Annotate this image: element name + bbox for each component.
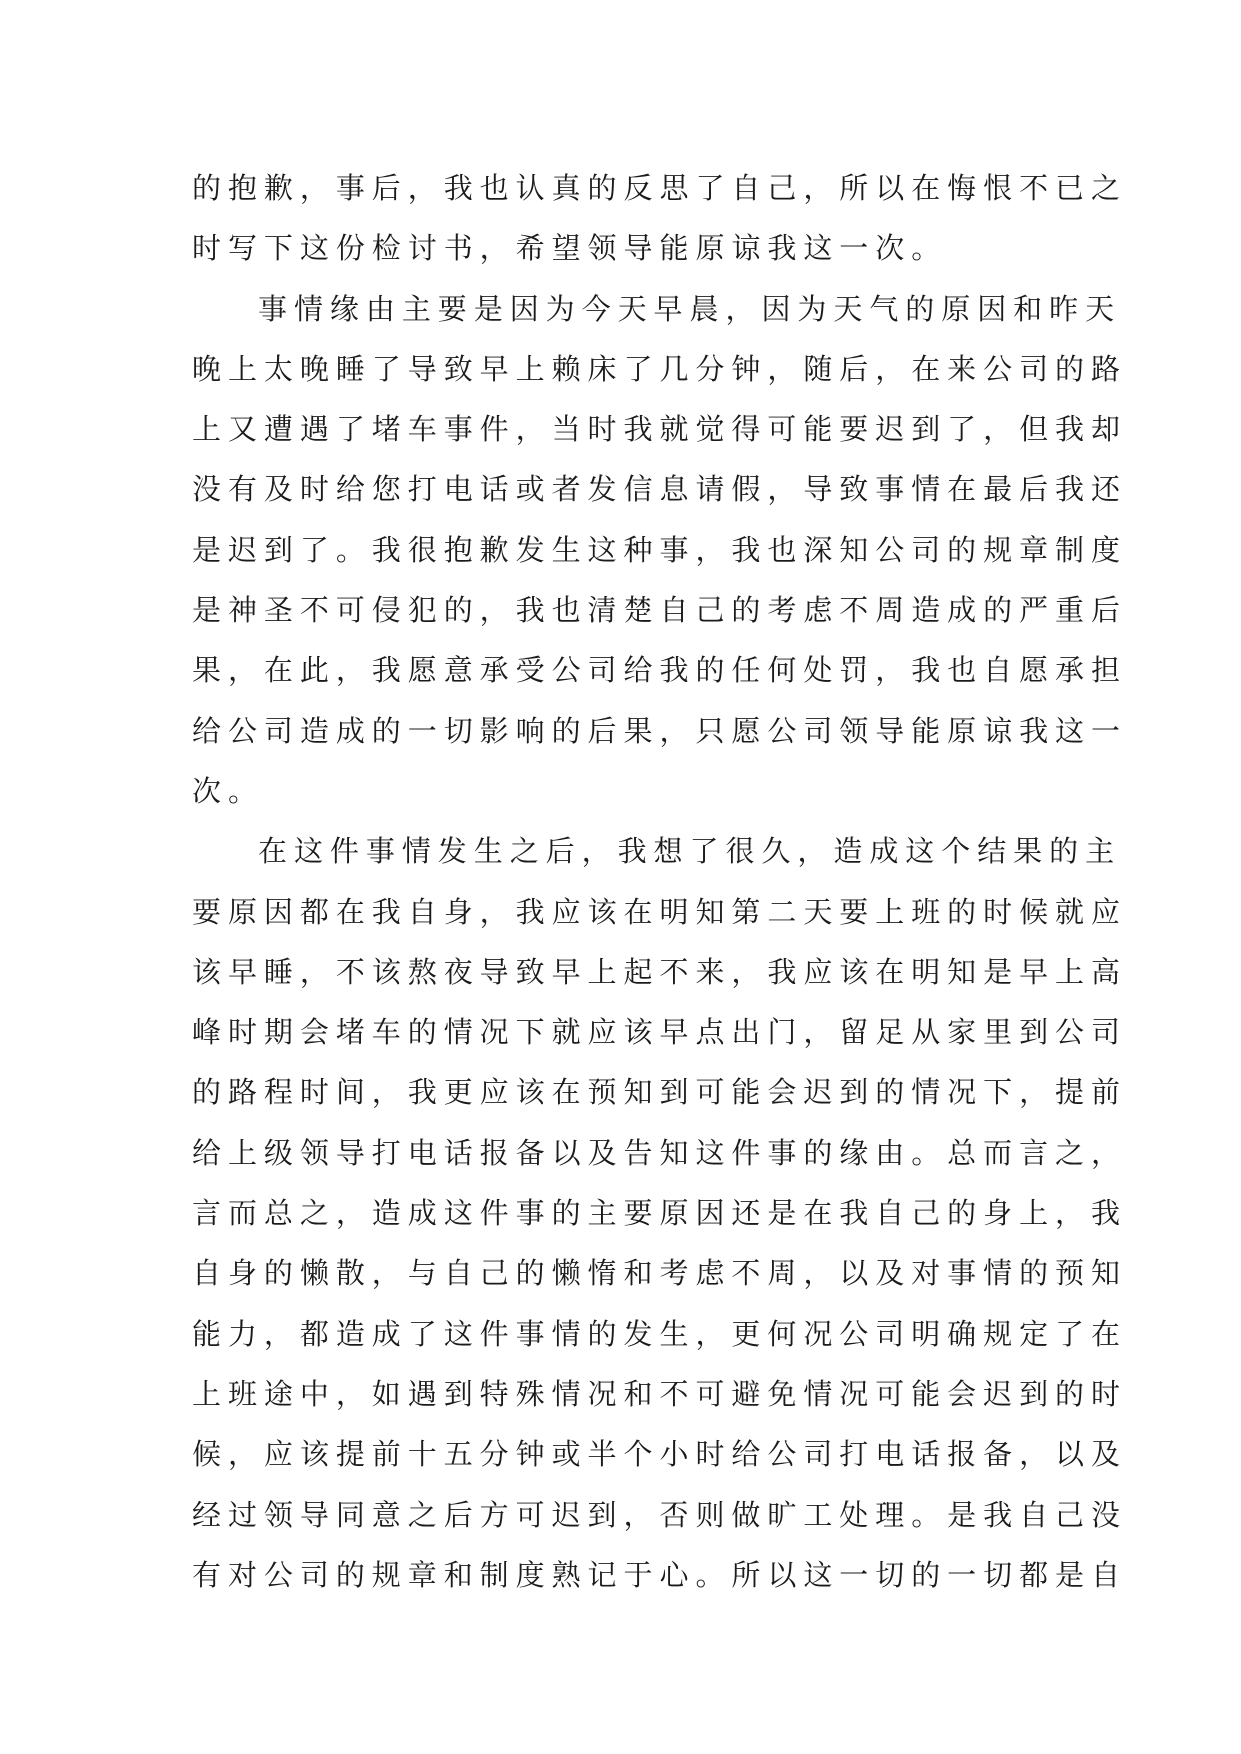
text-line-17: 给上级领导打电话报备以及告知这件事的缘由。总而言之， [192,1135,1127,1170]
text-line-1: 的抱歉，事后，我也认真的反思了自己，所以在悔恨不已之 [192,171,1127,205]
text-line-4: 晚上太晚睡了导致早上赖床了几分钟，随后，在来公司的路 [192,351,1127,386]
text-line-21: 上班途中，如遇到特殊情况和不可避免情况可能会迟到的时 [192,1376,1127,1411]
text-line-7: 是迟到了。我很抱歉发生这种事，我也深知公司的规章制度 [192,532,1127,567]
text-line-13: 要原因都在我自身，我应该在明知第二天要上班的时候就应 [192,894,1127,929]
text-line-22: 候，应该提前十五分钟或半个小时给公司打电话报备，以及 [192,1437,1127,1472]
text-line-23: 经过领导同意之后方可迟到，否则做旷工处理。是我自己没 [192,1497,1127,1532]
text-line-19: 自身的懒散，与自己的懒惰和考虑不周，以及对事情的预知 [192,1256,1127,1291]
text-line-11: 次。 [192,773,264,808]
text-line-15: 峰时期会堵车的情况下就应该早点出门，留足从家里到公司 [192,1015,1127,1050]
text-line-9: 果，在此，我愿意承受公司给我的任何处罚，我也自愿承担 [192,653,1127,688]
text-line-6: 没有及时给您打电话或者发信息请假，导致事情在最后我还 [192,472,1127,507]
text-line-12: 在这件事情发生之后，我想了很久，造成这个结果的主 [258,834,1122,869]
text-line-14: 该早睡，不该熬夜导致早上起不来，我应该在明知是早上高 [192,954,1127,989]
text-line-2: 时写下这份检讨书，希望领导能原谅我这一次。 [192,231,948,266]
text-line-10: 给公司造成的一切影响的后果，只愿公司领导能原谅我这一 [192,713,1127,748]
text-line-5: 上又遭遇了堵车事件，当时我就觉得可能要迟到了，但我却 [192,412,1127,447]
text-line-16: 的路程时间，我更应该在预知到可能会迟到的情况下，提前 [192,1075,1127,1110]
body-text [192,158,1127,1605]
text-line-20: 能力，都造成了这件事情的发生，更何况公司明确规定了在 [192,1316,1127,1351]
text-line-24: 有对公司的规章和制度熟记于心。所以这一切的一切都是自 [192,1557,1127,1592]
text-line-18: 言而总之，造成这件事的主要原因还是在我自己的身上，我 [192,1196,1127,1231]
text-line-8: 是神圣不可侵犯的，我也清楚自己的考虑不周造成的严重后 [192,593,1127,628]
text-line-3: 事情缘由主要是因为今天早晨，因为天气的原因和昨天 [258,291,1122,326]
